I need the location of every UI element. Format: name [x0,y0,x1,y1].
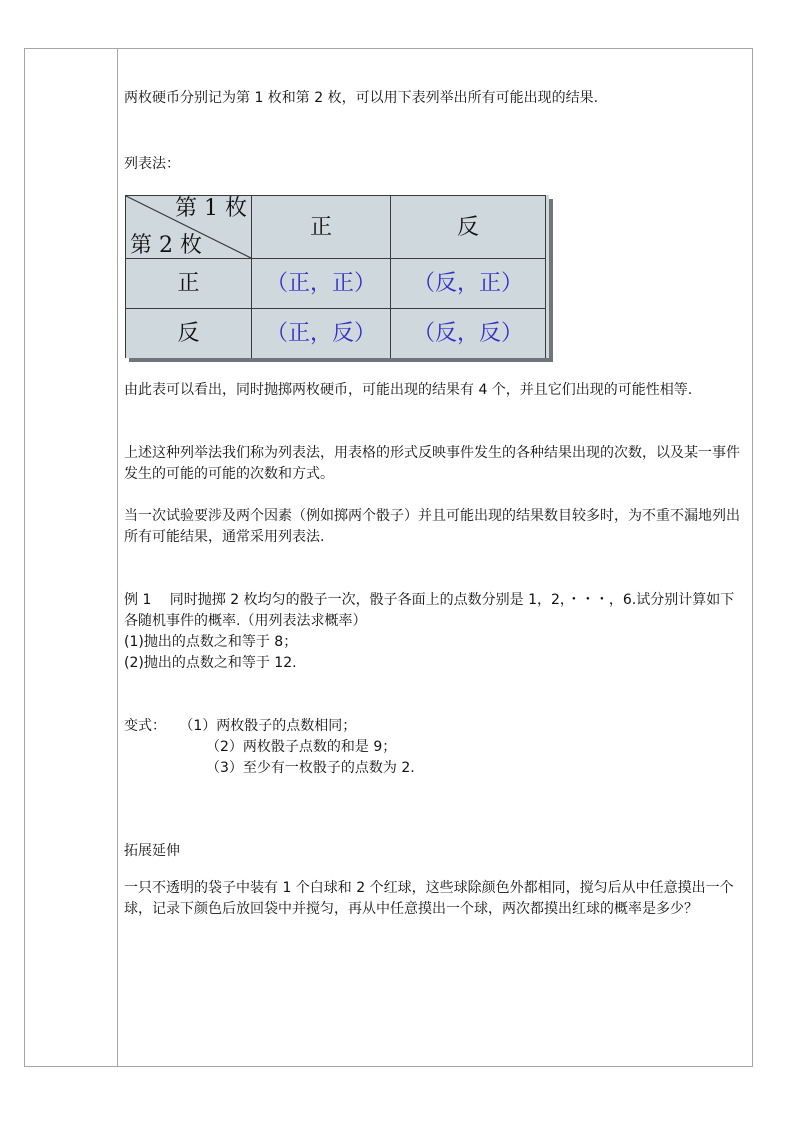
main-content [124,88,748,917]
variant-line-1 [124,716,748,737]
outcome-table [125,195,546,358]
example-statement: 例 1 同时抛掷 2 枚均匀的骰子一次，骰子各面上的点数分别是 1，2，・・・，6.试分别计算如下各随机事件的概率.（用列表法求概率） [124,592,735,629]
usage-paragraph: 当一次试验要涉及两个因素（例如掷两个骰子）并且可能出现的结果数目较多时，为不重不漏地列出所有可能结果，通常采用列表法. [124,508,740,545]
outcome-cell: （正，正） [252,259,391,309]
method-label: 列表法： [124,156,180,172]
extension-paragraph: 一只不透明的袋子中装有 1 个白球和 2 个红球，这些球除颜色外都相同，搅匀后从中任意摸出一个球，记录下颜色后放回袋中并搅匀，再从中任意摸出一个球，两次都摸出红球的概率是多少？ [124,880,734,917]
outcome-cell: （反，反） [391,309,546,359]
coin-outcome-table [125,195,549,358]
variant-item: （1）两枚骰子的点数相同； [179,718,357,734]
definition-paragraph: 上述这种列举法我们称为列表法，用表格的形式反映事件发生的各种结果出现的次数，以及某一事件发生的可能的可能的次数和方式。 [124,445,740,482]
variant-label: 变式： [124,718,166,734]
table-corner-cell [126,196,252,259]
variant-item: （3）至少有一枚骰子的点数为 2. [206,760,415,776]
row-header: 正 [126,259,252,309]
example-question-1: (1)抛出的点数之和等于 8； [124,634,298,650]
variant-section [124,716,748,779]
example-section [124,590,748,674]
column-divider [117,48,118,1067]
outcome-cell: （正，反） [252,309,391,359]
corner-label-first-coin: 第 1 枚 [175,196,247,221]
example-question-2: (2)抛出的点数之和等于 12. [124,655,297,671]
extension-title: 拓展延伸 [124,843,180,859]
column-header: 反 [391,196,546,259]
corner-label-second-coin: 第 2 枚 [130,233,202,258]
conclusion-paragraph: 由此表可以看出，同时抛掷两枚硬币，可能出现的结果有 4 个，并且它们出现的可能性相等. [124,382,693,398]
outcome-cell: （反，正） [391,259,546,309]
intro-paragraph: 两枚硬币分别记为第 1 枚和第 2 枚，可以用下表列举出所有可能出现的结果. [124,90,599,106]
row-header: 反 [126,309,252,359]
variant-item: （2）两枚骰子点数的和是 9； [206,739,397,755]
column-header: 正 [252,196,391,259]
